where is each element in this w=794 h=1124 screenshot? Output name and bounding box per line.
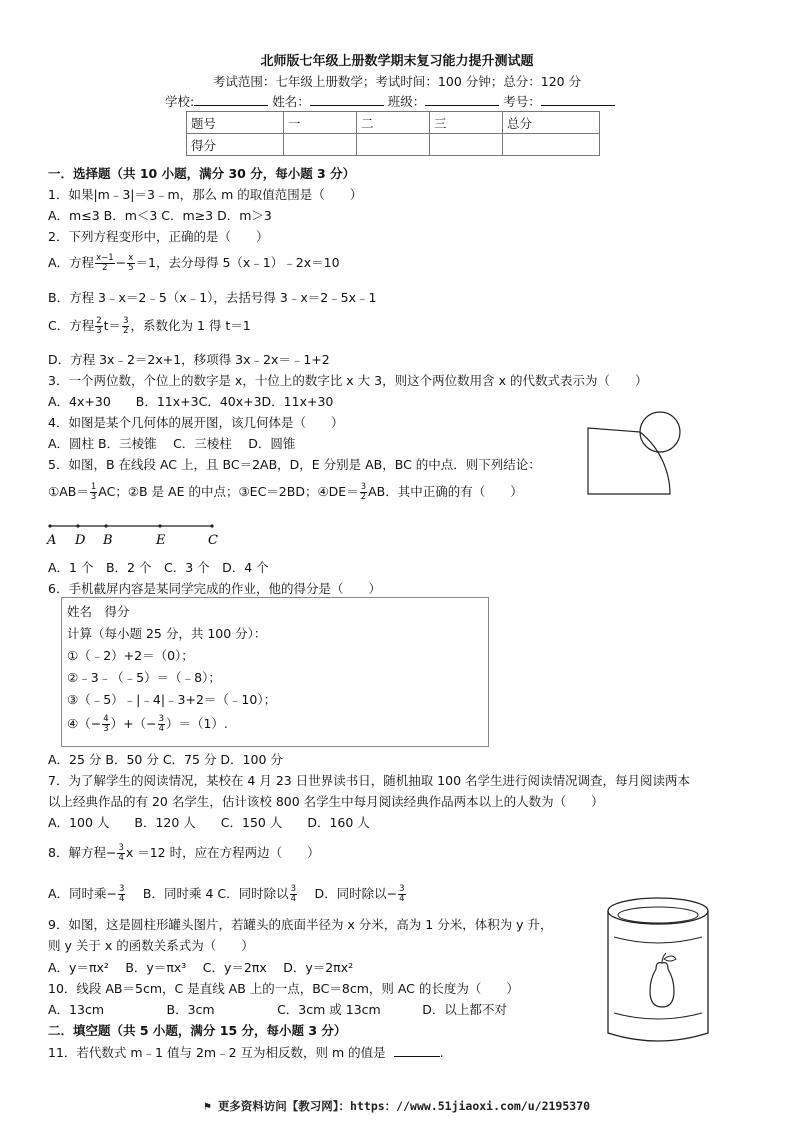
- numerator: 3: [123, 316, 129, 326]
- q8-b-c: B．同时乘 4 C．同时除以: [126, 886, 289, 901]
- exam-no-label: 考号：: [503, 94, 541, 109]
- q5-end: AB．其中正确的有（ ）: [368, 484, 523, 499]
- q8-a: A．同时乘−: [48, 886, 118, 901]
- section-2-title: 二．填空题（共 5 小题，满分 15 分，每小题 3 分）: [48, 1023, 347, 1038]
- point-b-dot: [104, 524, 107, 527]
- q7-options: A．100 人 B．120 人 C．150 人 D．160 人: [48, 815, 370, 830]
- box-l6-mid: ）+（−: [110, 716, 157, 731]
- box-line-5: ③（﹣5）﹣|﹣4|﹣3+2＝（﹣10）；: [67, 692, 277, 707]
- segment-figure: [40, 520, 230, 550]
- fraction: [158, 715, 165, 734]
- numerator: x: [128, 253, 134, 263]
- q5-stem: 5．如图，B 在线段 AC 上，且 BC＝2AB，D，E 分别是 AB，BC 的中点．则下列结论：: [48, 457, 541, 472]
- box-line-1: 姓名 得分: [67, 604, 130, 619]
- q2-a-text-2: ＝1，去分母得 5（x﹣1）﹣2x＝10: [135, 255, 340, 270]
- sector-shape: [588, 428, 670, 494]
- q2-option-d: D．方程 3x﹣2＝2x+1，移项得 3x﹣2x＝﹣1+2: [48, 352, 330, 367]
- fraction: [90, 483, 97, 502]
- q4-stem: 4．如图是某个几何体的展开图，该几何体是（ ）: [48, 415, 344, 430]
- denominator: 4: [399, 894, 405, 904]
- denominator: 4: [158, 724, 164, 734]
- numerator: 4: [103, 714, 109, 724]
- cone-net-figure: [580, 408, 700, 504]
- box-line-3: ①（﹣2）+2＝（0）；: [67, 648, 194, 663]
- denominator: 5: [128, 263, 134, 273]
- fraction: [118, 885, 125, 904]
- q2-a-minus: −: [115, 255, 127, 270]
- q2-c-text: C．方程: [48, 318, 95, 333]
- student-info-line: [165, 92, 615, 110]
- q3-options: A．4x+30 B．11x+3C．40x+3D．11x+30: [48, 394, 334, 409]
- numerator: x−1: [96, 253, 114, 263]
- score-cell: 题号: [187, 112, 284, 134]
- point-b-label: B: [103, 533, 113, 548]
- denominator: 3: [90, 492, 97, 502]
- numerator: 1: [90, 482, 97, 492]
- q5-s1: ①AB＝: [48, 484, 89, 499]
- label-top-line: [614, 937, 702, 943]
- score-table: [186, 111, 600, 156]
- score-table-score-row: [187, 134, 600, 156]
- q9-stem-1: 9．如图，这是圆柱形罐头图片，若罐头的底面半径为 x 分米，高为 1 分米，体积为 y 升，: [48, 917, 553, 932]
- point-d-label: D: [75, 533, 86, 548]
- q11-answer-blank: [394, 1044, 440, 1057]
- q5-s2-s4: AC；②B 是 AE 的中点；③EC＝2BD；④DE＝: [98, 484, 359, 499]
- q2-c-text-2: ，系数化为 1 得 t＝1: [130, 318, 251, 333]
- numerator: 3: [119, 884, 125, 894]
- point-a-dot: [48, 524, 51, 527]
- box-l6-pre: ④（−: [67, 716, 102, 731]
- score-cell: 二: [357, 112, 430, 134]
- q1-stem: 1．如果|m﹣3|＝3﹣m，那么 m 的取值范围是（ ）: [48, 187, 363, 202]
- exam-info: 考试范围：七年级上册数学；考试时间：100 分钟；总分：120 分: [212, 74, 582, 89]
- q7-stem-2: 以上经典作品的有 20 名学生，估计该校 800 名学生中每月阅读经典作品两本以上的人数为（ ）: [48, 794, 604, 809]
- q7-stem-1: 7．为了解学生的阅读情况，某校在 4 月 23 日世界读书日，随机抽取 100 名学生进行阅读情况调查，每月阅读两本: [48, 773, 691, 788]
- q11-line: [48, 1043, 444, 1061]
- homework-screenshot-box: [61, 597, 489, 747]
- fraction: [95, 254, 115, 273]
- denominator: 4: [119, 894, 125, 904]
- school-blank: [194, 93, 268, 106]
- name-blank: [310, 93, 384, 106]
- q11-stem: 11．若代数式 m﹣1 值与 2m﹣2 互为相反数，则 m 的值是: [48, 1045, 386, 1060]
- fraction: [290, 885, 297, 904]
- fraction: [398, 885, 405, 904]
- q4-options: A．圆柱 B．三棱锥 C．三棱柱 D．圆锥: [48, 436, 296, 451]
- class-label: 班级：: [387, 94, 426, 109]
- score-cell: 一: [284, 112, 357, 134]
- point-e-dot: [158, 524, 161, 527]
- denominator: 4: [118, 853, 124, 863]
- footer: [0, 1098, 794, 1114]
- score-cell: [284, 134, 357, 156]
- label-bottom-line: [614, 1013, 702, 1019]
- fraction: [122, 317, 129, 336]
- can-body: [608, 911, 708, 1041]
- q6-options: A．25 分 B．50 分 C．75 分 D．100 分: [48, 752, 283, 767]
- q1-options: A．m≤3 B．m＜3 C．m≥3 D．m＞3: [48, 208, 272, 223]
- q9-stem-2: 则 y 关于 x 的函数关系式为（ ）: [48, 938, 254, 953]
- flag-icon: ⚑: [203, 1099, 218, 1113]
- q2-option-c: [48, 316, 251, 336]
- score-cell: [357, 134, 430, 156]
- q6-stem: 6．手机截屏内容是某同学完成的作业，他的得分是（ ）: [48, 581, 381, 596]
- denominator: 4: [290, 894, 297, 904]
- base-circle: [640, 412, 680, 452]
- denominator: 2: [102, 263, 108, 273]
- denominator: 2: [360, 492, 367, 502]
- can-figure: [600, 893, 716, 1049]
- q2-option-b: B．方程 3﹣x＝2﹣5（x﹣1），去括号得 3﹣x＝2﹣5x﹣1: [48, 290, 377, 305]
- denominator: 2: [123, 326, 129, 336]
- fraction: [127, 254, 134, 273]
- pear-leaf: [664, 956, 676, 961]
- fraction: [360, 483, 367, 502]
- score-cell: [503, 134, 600, 156]
- q8-d: D．同时除以−: [298, 886, 398, 901]
- denominator: 3: [103, 724, 109, 734]
- numerator: 3: [158, 714, 164, 724]
- q2-option-a: [48, 253, 340, 273]
- q2-stem: 2．下列方程变形中，正确的是（ ）: [48, 229, 269, 244]
- fraction: [102, 715, 109, 734]
- q8-pre: 8．解方程−: [48, 845, 117, 860]
- q10-stem: 10．线段 AB＝5cm，C 是直线 AB 上的一点，BC＝8cm，则 AC 的长度为（ ）: [48, 981, 519, 996]
- exam-no-blank: [541, 93, 615, 106]
- box-line-4: ②﹣3﹣（﹣5）＝（﹣8）；: [67, 670, 221, 685]
- q2-c-mid: t＝: [103, 318, 122, 333]
- numerator: 3: [399, 884, 405, 894]
- numerator: 2: [96, 316, 102, 326]
- numerator: 3: [360, 482, 367, 492]
- q9-options: A．y＝πx² B．y＝πx³ C．y＝2πx D．y＝2πx²: [48, 960, 354, 975]
- q5-statements: [48, 482, 523, 502]
- can-lid: [618, 907, 698, 923]
- q11-end: .: [439, 1045, 444, 1060]
- score-cell: 得分: [187, 134, 284, 156]
- q8-stem: [48, 843, 320, 863]
- point-a-label: A: [47, 533, 57, 548]
- q8-options: [48, 884, 407, 904]
- numerator: 3: [290, 884, 297, 894]
- footer-link[interactable]: 更多资料访问【教习网】：https：//www.51jiaoxi.com/u/2195370: [217, 1099, 591, 1113]
- pear-icon: [650, 963, 674, 1007]
- score-cell: 总分: [503, 112, 600, 134]
- score-table-header-row: [187, 112, 600, 134]
- score-cell: 三: [430, 112, 503, 134]
- q8-post: x ＝12 时，应在方程两边（ ）: [125, 845, 320, 860]
- point-c-dot: [210, 524, 213, 527]
- point-e-label: E: [156, 533, 166, 548]
- box-line-2: 计算（每小题 25 分，共 100 分）：: [67, 626, 267, 641]
- q5-options: A．1 个 B．2 个 C．3 个 D．4 个: [48, 560, 269, 575]
- fraction: [117, 844, 124, 863]
- q10-options: A．13cm B．3cm C．3cm 或 13cm D．以上都不对: [48, 1002, 507, 1017]
- point-d-dot: [76, 524, 79, 527]
- denominator: 3: [96, 326, 102, 336]
- fraction: [95, 317, 102, 336]
- point-c-label: C: [208, 533, 218, 548]
- q2-a-text: A．方程: [48, 255, 95, 270]
- class-blank: [425, 93, 499, 106]
- name-label: 姓名：: [272, 94, 310, 109]
- q3-stem: 3．一个两位数，个位上的数字是 x，十位上的数字比 x 大 3，则这个两位数用含 x 的代数式表示为（ ）: [48, 373, 648, 388]
- school-label: 学校:: [165, 94, 195, 109]
- section-1-title: 一．选择题（共 10 小题，满分 30 分，每小题 3 分）: [48, 166, 356, 181]
- score-cell: [430, 134, 503, 156]
- page-title: 北师版七年级上册数学期末复习能力提升测试题: [260, 54, 534, 69]
- box-line-6: [67, 714, 228, 734]
- numerator: 3: [118, 843, 124, 853]
- box-l6-post: ）＝（1）.: [165, 716, 228, 731]
